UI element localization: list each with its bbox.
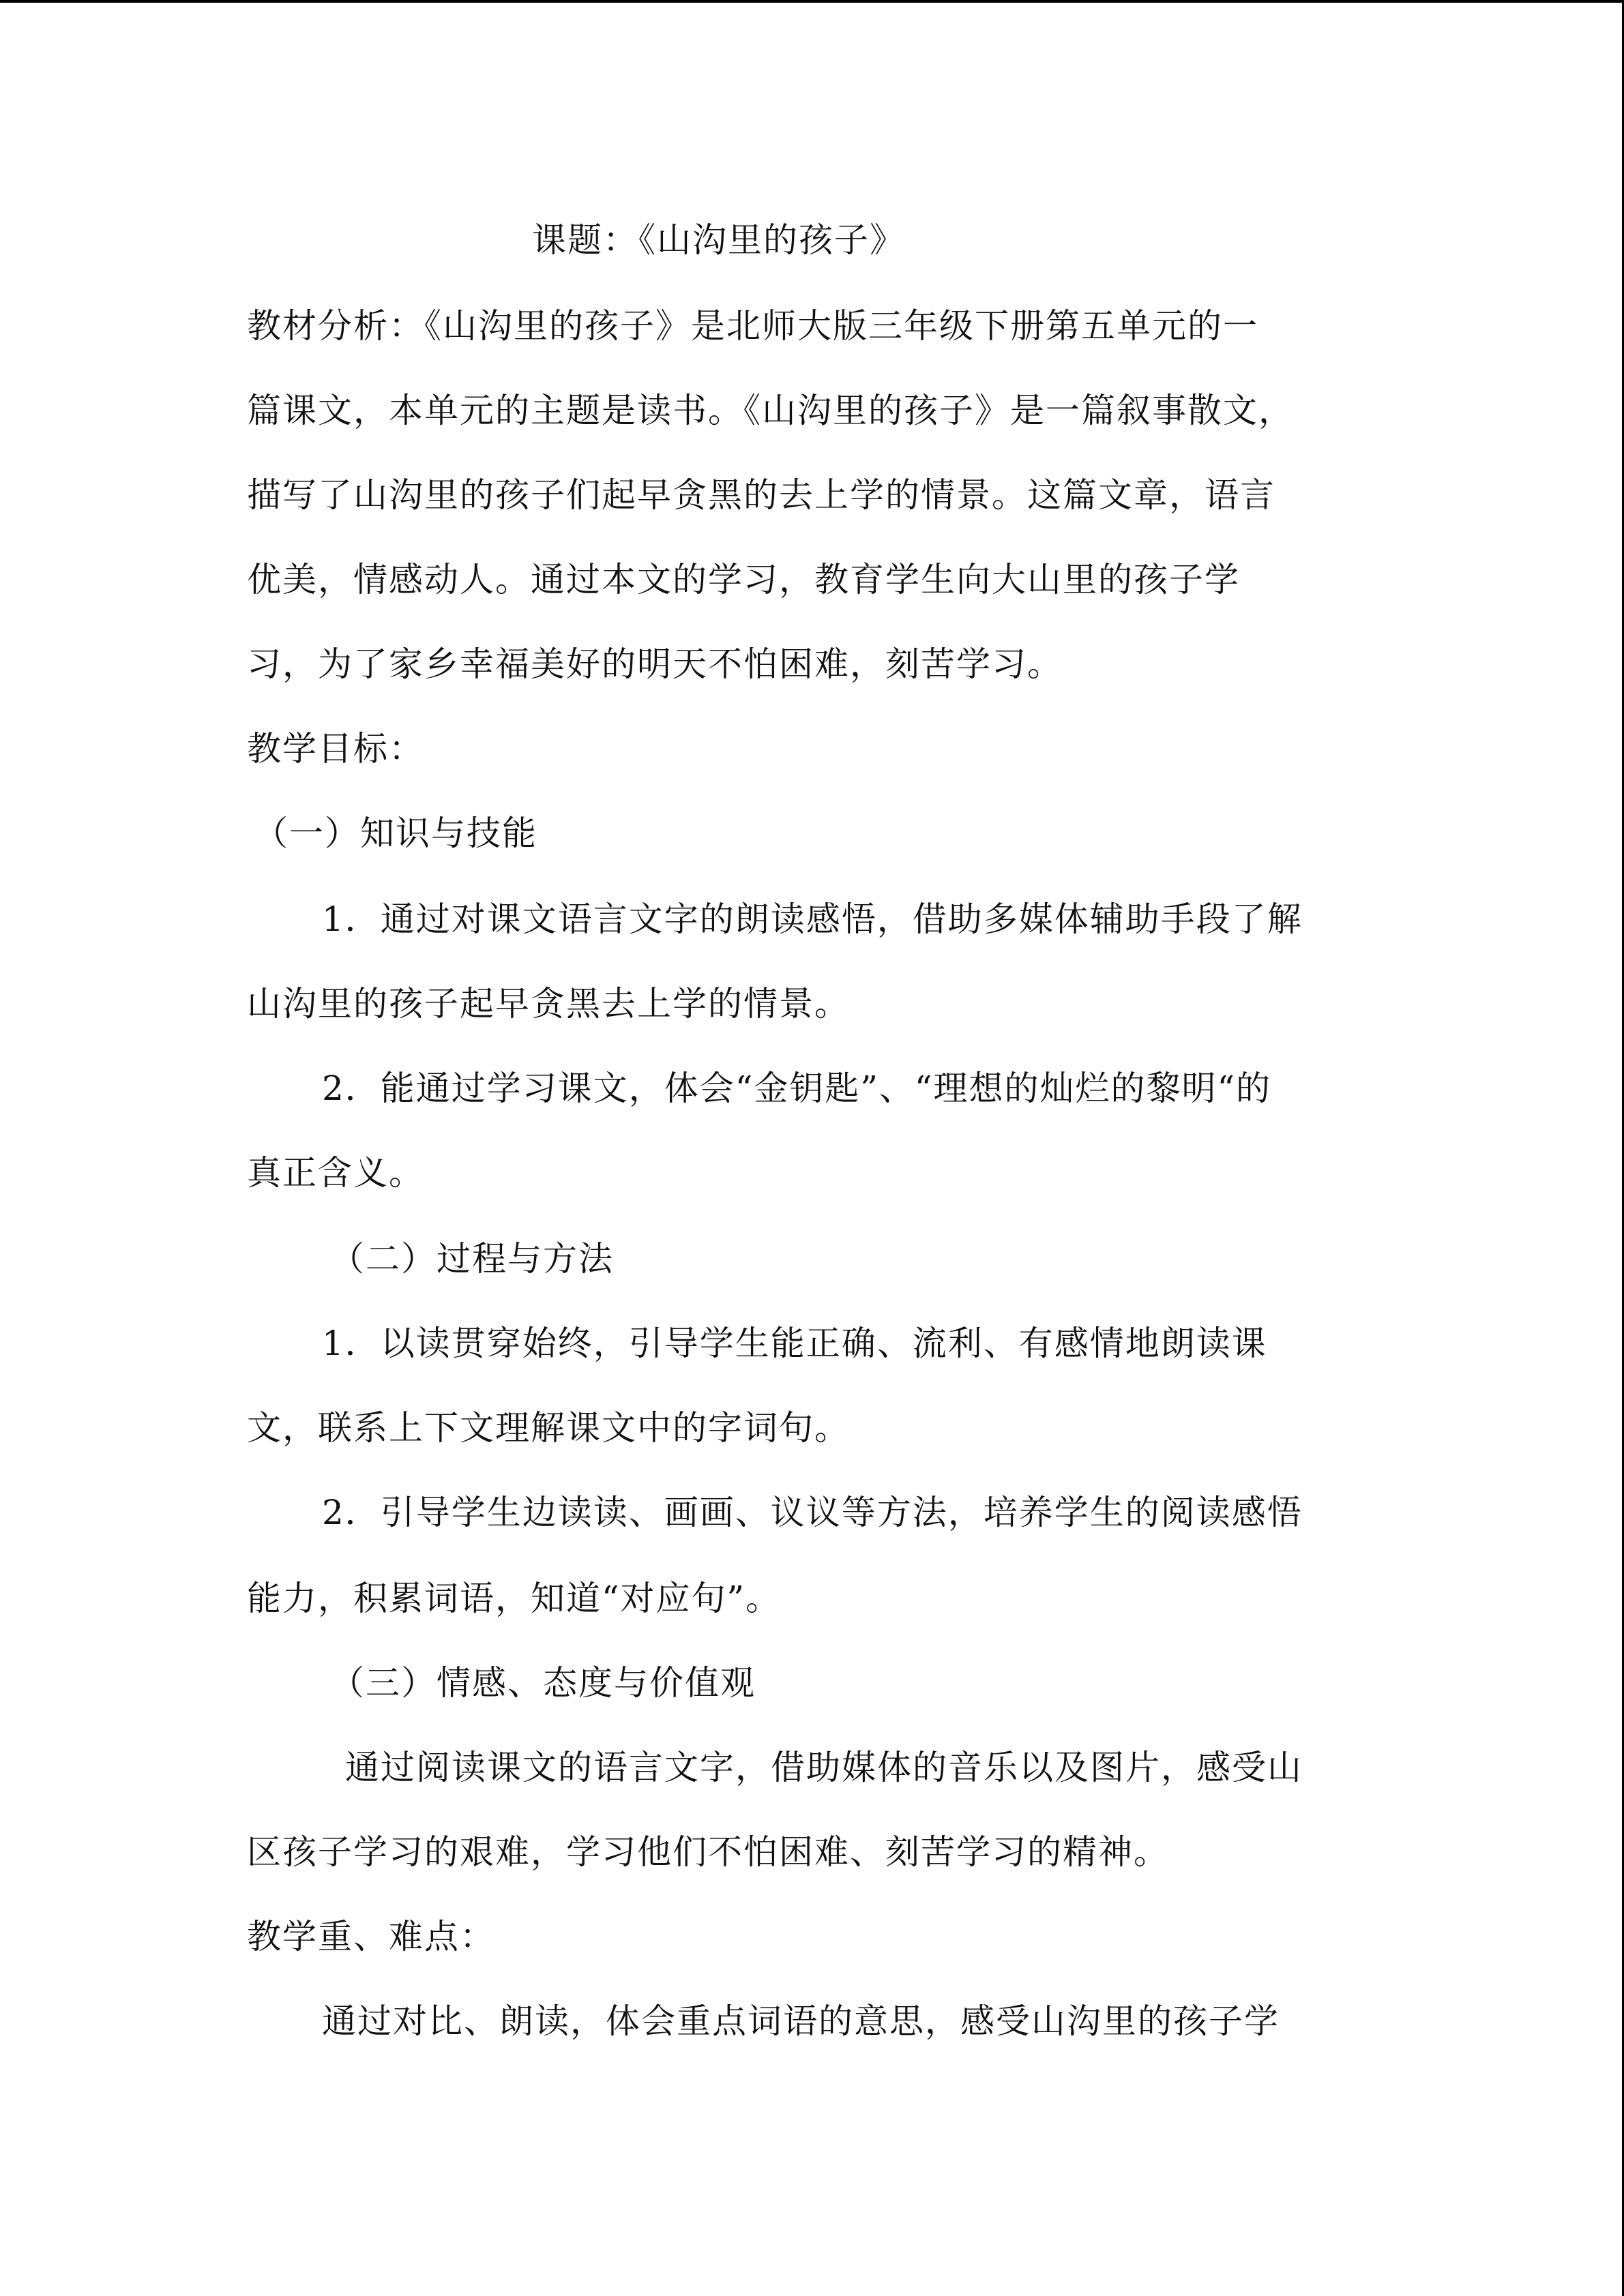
key-points-text: 通过对比、朗读，体会重点词语的意思，感受山沟里的孩子学 [322,2001,1280,2041]
process-item-2-line: 能力，积累词语，知道“对应句”。 [247,1579,782,1618]
section-heading-process: （二）过程与方法 [330,1239,614,1279]
process-item-1-line: 文，联系上下文理解课文中的字词句。 [247,1408,850,1448]
analysis-line: 优美，情感动人。通过本文的学习，教育学生向大山里的孩子学 [247,560,1240,599]
key-points-heading: 教学重、难点： [247,1917,495,1956]
knowledge-item-1-line: 山沟里的孩子起早贪黑去上学的情景。 [247,984,850,1024]
emotion-text-line: 区孩子学习的艰难，学习他们不怕困难、刻苦学习的精神。 [247,1832,1169,1872]
section-heading-emotion: （三）情感、态度与价值观 [330,1663,756,1703]
document-title: 课题：《山沟里的孩子》 [532,220,905,260]
analysis-line: 教材分析：《山沟里的孩子》是北师大版三年级下册第五单元的一 [247,306,1258,346]
process-item-2-line: 2．引导学生边读读、画画、议议等方法，培养学生的阅读感悟 [322,1493,1303,1532]
section-heading-knowledge: （一）知识与技能 [254,814,537,853]
emotion-text-line: 通过阅读课文的语言文字，借助媒体的音乐以及图片，感受山 [345,1748,1303,1787]
analysis-line: 描写了山沟里的孩子们起早贪黑的去上学的情景。这篇文章，语言 [247,475,1275,515]
analysis-line: 习，为了家乡幸福美好的明天不怕困难，刻苦学习。 [247,644,1063,684]
goals-heading: 教学目标： [247,729,424,769]
knowledge-item-2-line: 2．能通过学习课文，体会“金钥匙”、“理想的灿烂的黎明“的 [322,1069,1272,1108]
page-top-border [0,0,1624,3]
analysis-line: 篇课文，本单元的主题是读书。《山沟里的孩子》是一篇叙事散文， [247,391,1294,430]
process-item-1-line: 1．以读贯穿始终，引导学生能正确、流利、有感情地朗读课 [322,1324,1267,1363]
knowledge-item-2-line: 真正含义。 [247,1153,424,1193]
knowledge-item-1-line: 1．通过对课文语言文字的朗读感悟，借助多媒体辅助手段了解 [322,899,1303,939]
